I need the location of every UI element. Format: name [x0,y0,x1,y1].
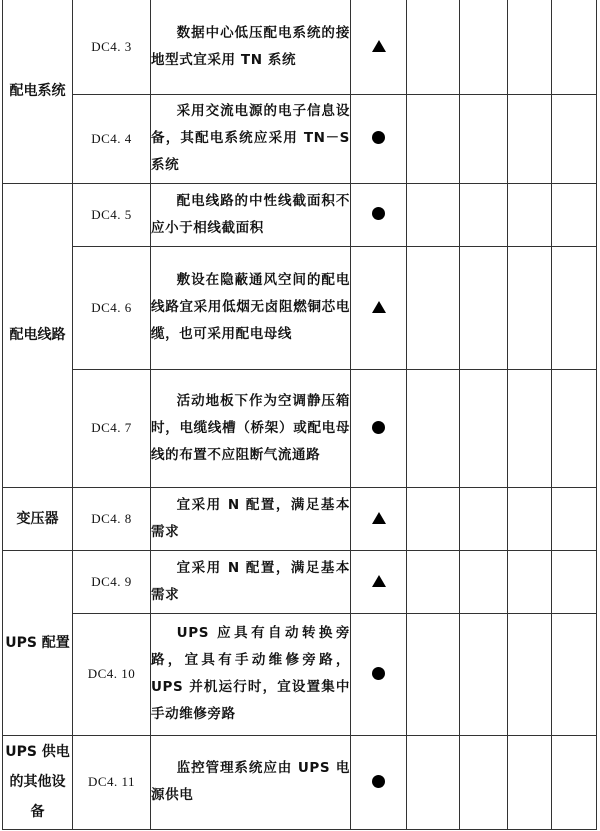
empty-cell [460,94,508,183]
table-row [3,246,597,369]
empty-cell [460,183,508,246]
category-cell: 配电线路 [3,183,73,487]
table-row [3,487,597,550]
empty-cell [508,735,552,829]
empty-cell [508,550,552,613]
empty-cell [407,487,460,550]
table-row [3,0,597,94]
mark-cell [351,487,407,550]
empty-cell [508,94,552,183]
clause-code: DC4. 6 [73,246,151,369]
requirement-text: 宜采用 N 配置，满足基本需求 [151,550,351,613]
requirement-text: 宜采用 N 配置，满足基本需求 [151,487,351,550]
category-cell: UPS 配置 [3,550,73,735]
category-cell: 配电系统 [3,0,73,183]
empty-cell [508,487,552,550]
empty-cell [552,735,597,829]
empty-cell [508,183,552,246]
table-row [3,613,597,735]
empty-cell [508,613,552,735]
clause-code: DC4. 4 [73,94,151,183]
mark-cell [351,735,407,829]
triangle-icon [372,40,386,52]
empty-cell [508,369,552,487]
clause-code: DC4. 10 [73,613,151,735]
mark-cell [351,0,407,94]
empty-cell [552,487,597,550]
mark-cell [351,613,407,735]
mark-cell [351,369,407,487]
category-cell: UPS 供电的其他设备 [3,735,73,829]
clause-code: DC4. 5 [73,183,151,246]
empty-cell [460,550,508,613]
triangle-icon [372,512,386,524]
empty-cell [460,487,508,550]
empty-cell [508,246,552,369]
table-row [3,369,597,487]
triangle-icon [372,301,386,313]
table-row [3,550,597,613]
circle-icon [372,207,385,220]
circle-icon [372,667,385,680]
triangle-icon [372,575,386,587]
requirement-text: 采用交流电源的电子信息设备，其配电系统应采用 TN－S 系统 [151,94,351,183]
empty-cell [407,94,460,183]
requirement-text: UPS 应具有自动转换旁路，宜具有手动维修旁路，UPS 并机运行时，宜设置集中手动维修旁路 [151,613,351,735]
requirement-text: 监控管理系统应由 UPS 电源供电 [151,735,351,829]
empty-cell [460,735,508,829]
empty-cell [552,550,597,613]
empty-cell [407,0,460,94]
requirement-text: 配电线路的中性线截面积不应小于相线截面积 [151,183,351,246]
mark-cell [351,94,407,183]
mark-cell [351,550,407,613]
circle-icon [372,421,385,434]
table-row [3,94,597,183]
mark-cell [351,183,407,246]
empty-cell [460,0,508,94]
requirement-text: 活动地板下作为空调静压箱时，电缆线槽（桥架）或配电母线的布置不应阻断气流通路 [151,369,351,487]
empty-cell [552,369,597,487]
empty-cell [407,246,460,369]
empty-cell [407,735,460,829]
circle-icon [372,775,385,788]
empty-cell [552,246,597,369]
empty-cell [460,246,508,369]
circle-icon [372,131,385,144]
clause-code: DC4. 3 [73,0,151,94]
empty-cell [508,0,552,94]
requirement-text: 敷设在隐蔽通风空间的配电线路宜采用低烟无卤阻燃铜芯电缆，也可采用配电母线 [151,246,351,369]
empty-cell [407,613,460,735]
requirement-text: 数据中心低压配电系统的接地型式宜采用 TN 系统 [151,0,351,94]
empty-cell [552,183,597,246]
clause-code: DC4. 11 [73,735,151,829]
requirements-table [2,0,597,830]
clause-code: DC4. 8 [73,487,151,550]
empty-cell [460,613,508,735]
mark-cell [351,246,407,369]
empty-cell [460,369,508,487]
empty-cell [552,94,597,183]
table-row [3,183,597,246]
empty-cell [407,550,460,613]
clause-code: DC4. 7 [73,369,151,487]
empty-cell [407,183,460,246]
empty-cell [407,369,460,487]
clause-code: DC4. 9 [73,550,151,613]
table-row [3,735,597,829]
empty-cell [552,0,597,94]
category-cell: 变压器 [3,487,73,550]
empty-cell [552,613,597,735]
